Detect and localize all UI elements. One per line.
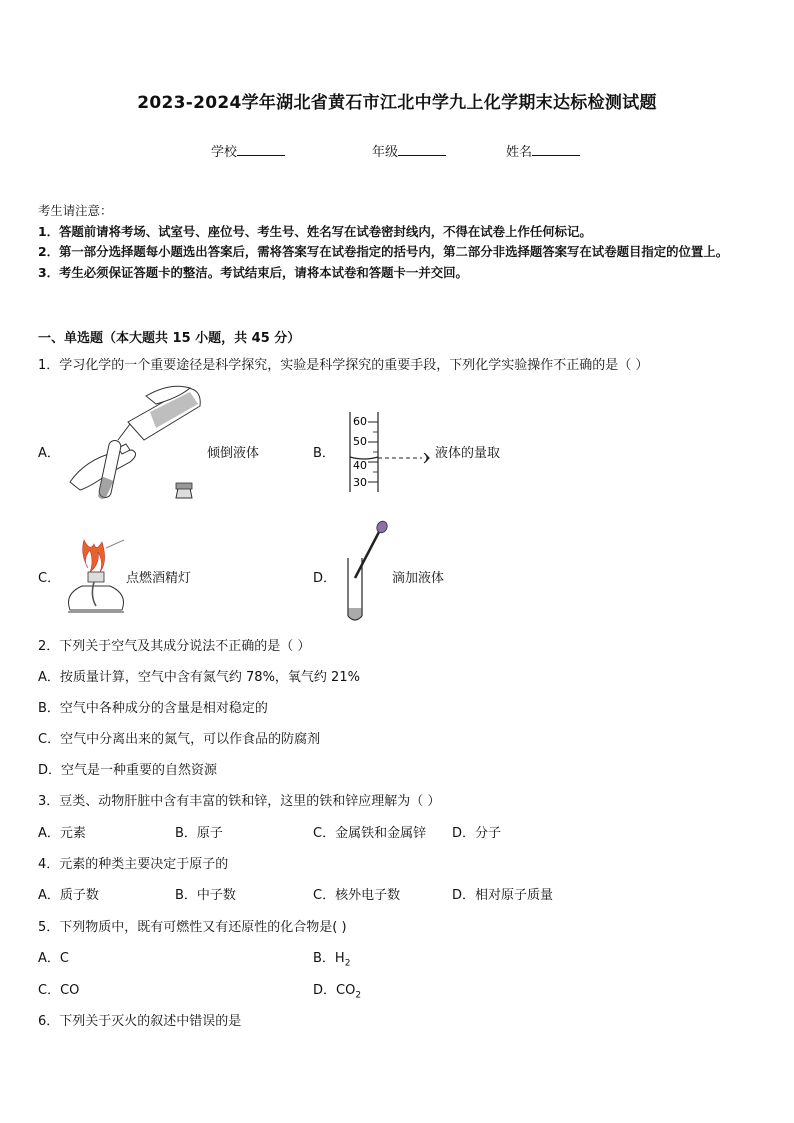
q4-option-c: C．核外电子数 — [313, 888, 401, 903]
cylinder-tick-60: 60 — [353, 415, 367, 428]
notice-item-2: 2．第一部分选择题每小题选出答案后，需将答案写在试卷指定的括号内，第二部分非选择题答案写在试卷题目指定的位置上。 — [38, 244, 729, 259]
q5-option-c — [38, 979, 79, 1001]
q1-option-c-letter: C． — [38, 571, 61, 586]
notice-heading: 考生请注意： — [38, 203, 113, 218]
q5-option-a-letter: A． — [38, 951, 60, 966]
q3-option-b: B．原子 — [175, 826, 223, 841]
q5-option-a-formula: C — [59, 951, 69, 966]
q2-option-c: C．空气中分离出来的氮气，可以作食品的防腐剂 — [38, 732, 321, 747]
q5-option-c-letter: C． — [38, 983, 61, 998]
q5-option-b-formula: H — [334, 951, 345, 966]
q1-stem: 1．学习化学的一个重要途径是科学探究，实验是科学探究的重要手段，下列化学实验操作不正确的是（ ） — [38, 358, 649, 373]
q1-option-d-letter: D． — [313, 571, 337, 586]
q3-stem: 3．豆类、动物肝脏中含有丰富的铁和锌，这里的铁和锌应理解为（ ） — [38, 794, 441, 809]
q5-option-a — [38, 947, 69, 969]
q3-option-c: C．金属铁和金属锌 — [313, 826, 427, 841]
q2-option-d: D．空气是一种重要的自然资源 — [38, 763, 218, 778]
notice-block — [38, 201, 760, 283]
school-blank[interactable] — [237, 143, 285, 156]
q4-option-b: B．中子数 — [175, 888, 236, 903]
q6-stem: 6．下列关于灭火的叙述中错误的是 — [38, 1014, 242, 1029]
name-field[interactable] — [506, 141, 580, 160]
q5-option-d — [313, 979, 361, 1001]
graduated-cylinder-illustration — [346, 410, 436, 494]
q5-option-d-letter: D． — [313, 983, 337, 998]
q3-option-a: A．元素 — [38, 826, 86, 841]
section-heading: 一、单选题（本大题共 15 小题，共 45 分） — [38, 331, 301, 346]
cylinder-tick-40: 40 — [353, 459, 367, 472]
grade-label: 年级 — [372, 145, 399, 160]
notice-item-1: 1．答题前请将考场、试室号、座位号、考生号、姓名写在试卷密封线内，不得在试卷上作任何标记。 — [38, 223, 592, 239]
grade-blank[interactable] — [398, 143, 446, 156]
q5-option-c-formula: CO — [60, 983, 80, 998]
q1-option-c-caption: 点燃酒精灯 — [126, 571, 192, 586]
q2-option-b: B．空气中各种成分的含量是相对稳定的 — [38, 701, 268, 716]
q1-option-b-letter: B． — [313, 446, 335, 461]
notice-item-3: 3．考生必须保证答题卡的整洁。考试结束后，请将本试卷和答题卡一并交回。 — [38, 264, 468, 280]
q1-option-a-letter: A． — [38, 446, 60, 461]
alcohol-lamp-illustration — [60, 532, 132, 622]
q1-option-b-caption: 液体的量取 — [435, 446, 501, 461]
q4-option-d: D．相对原子质量 — [452, 888, 554, 903]
q1-option-a-caption: 倾倒液体 — [207, 446, 260, 461]
q2-option-a: A．按质量计算，空气中含有氮气约 78%，氧气约 21% — [38, 670, 360, 685]
pouring-liquid-illustration — [60, 382, 205, 510]
name-label: 姓名 — [506, 145, 533, 160]
school-label: 学校 — [211, 145, 238, 160]
q5-option-b-sub: 2 — [344, 958, 351, 969]
grade-field[interactable] — [372, 141, 446, 160]
name-blank[interactable] — [532, 143, 580, 156]
q3-option-d: D．分子 — [452, 826, 502, 841]
q5-option-d-sub: 2 — [355, 990, 362, 1001]
cylinder-tick-50: 50 — [353, 435, 367, 448]
q4-option-a: A．质子数 — [38, 888, 99, 903]
cylinder-tick-30: 30 — [353, 476, 367, 489]
q5-option-b — [313, 947, 350, 969]
q2-stem: 2．下列关于空气及其成分说法不正确的是（ ） — [38, 639, 311, 654]
page-title: 2023-2024学年湖北省黄石市江北中学九上化学期末达标检测试题 — [137, 93, 657, 113]
q5-stem: 5．下列物质中，既有可燃性又有还原性的化合物是( ) — [38, 920, 347, 935]
school-field[interactable] — [211, 141, 285, 160]
q4-stem: 4．元素的种类主要决定于原子的 — [38, 857, 229, 872]
q5-option-b-letter: B． — [313, 951, 335, 966]
dropper-tube-illustration — [340, 520, 390, 624]
q1-option-d-caption: 滴加液体 — [392, 571, 445, 586]
q5-option-d-formula: CO — [336, 983, 356, 998]
